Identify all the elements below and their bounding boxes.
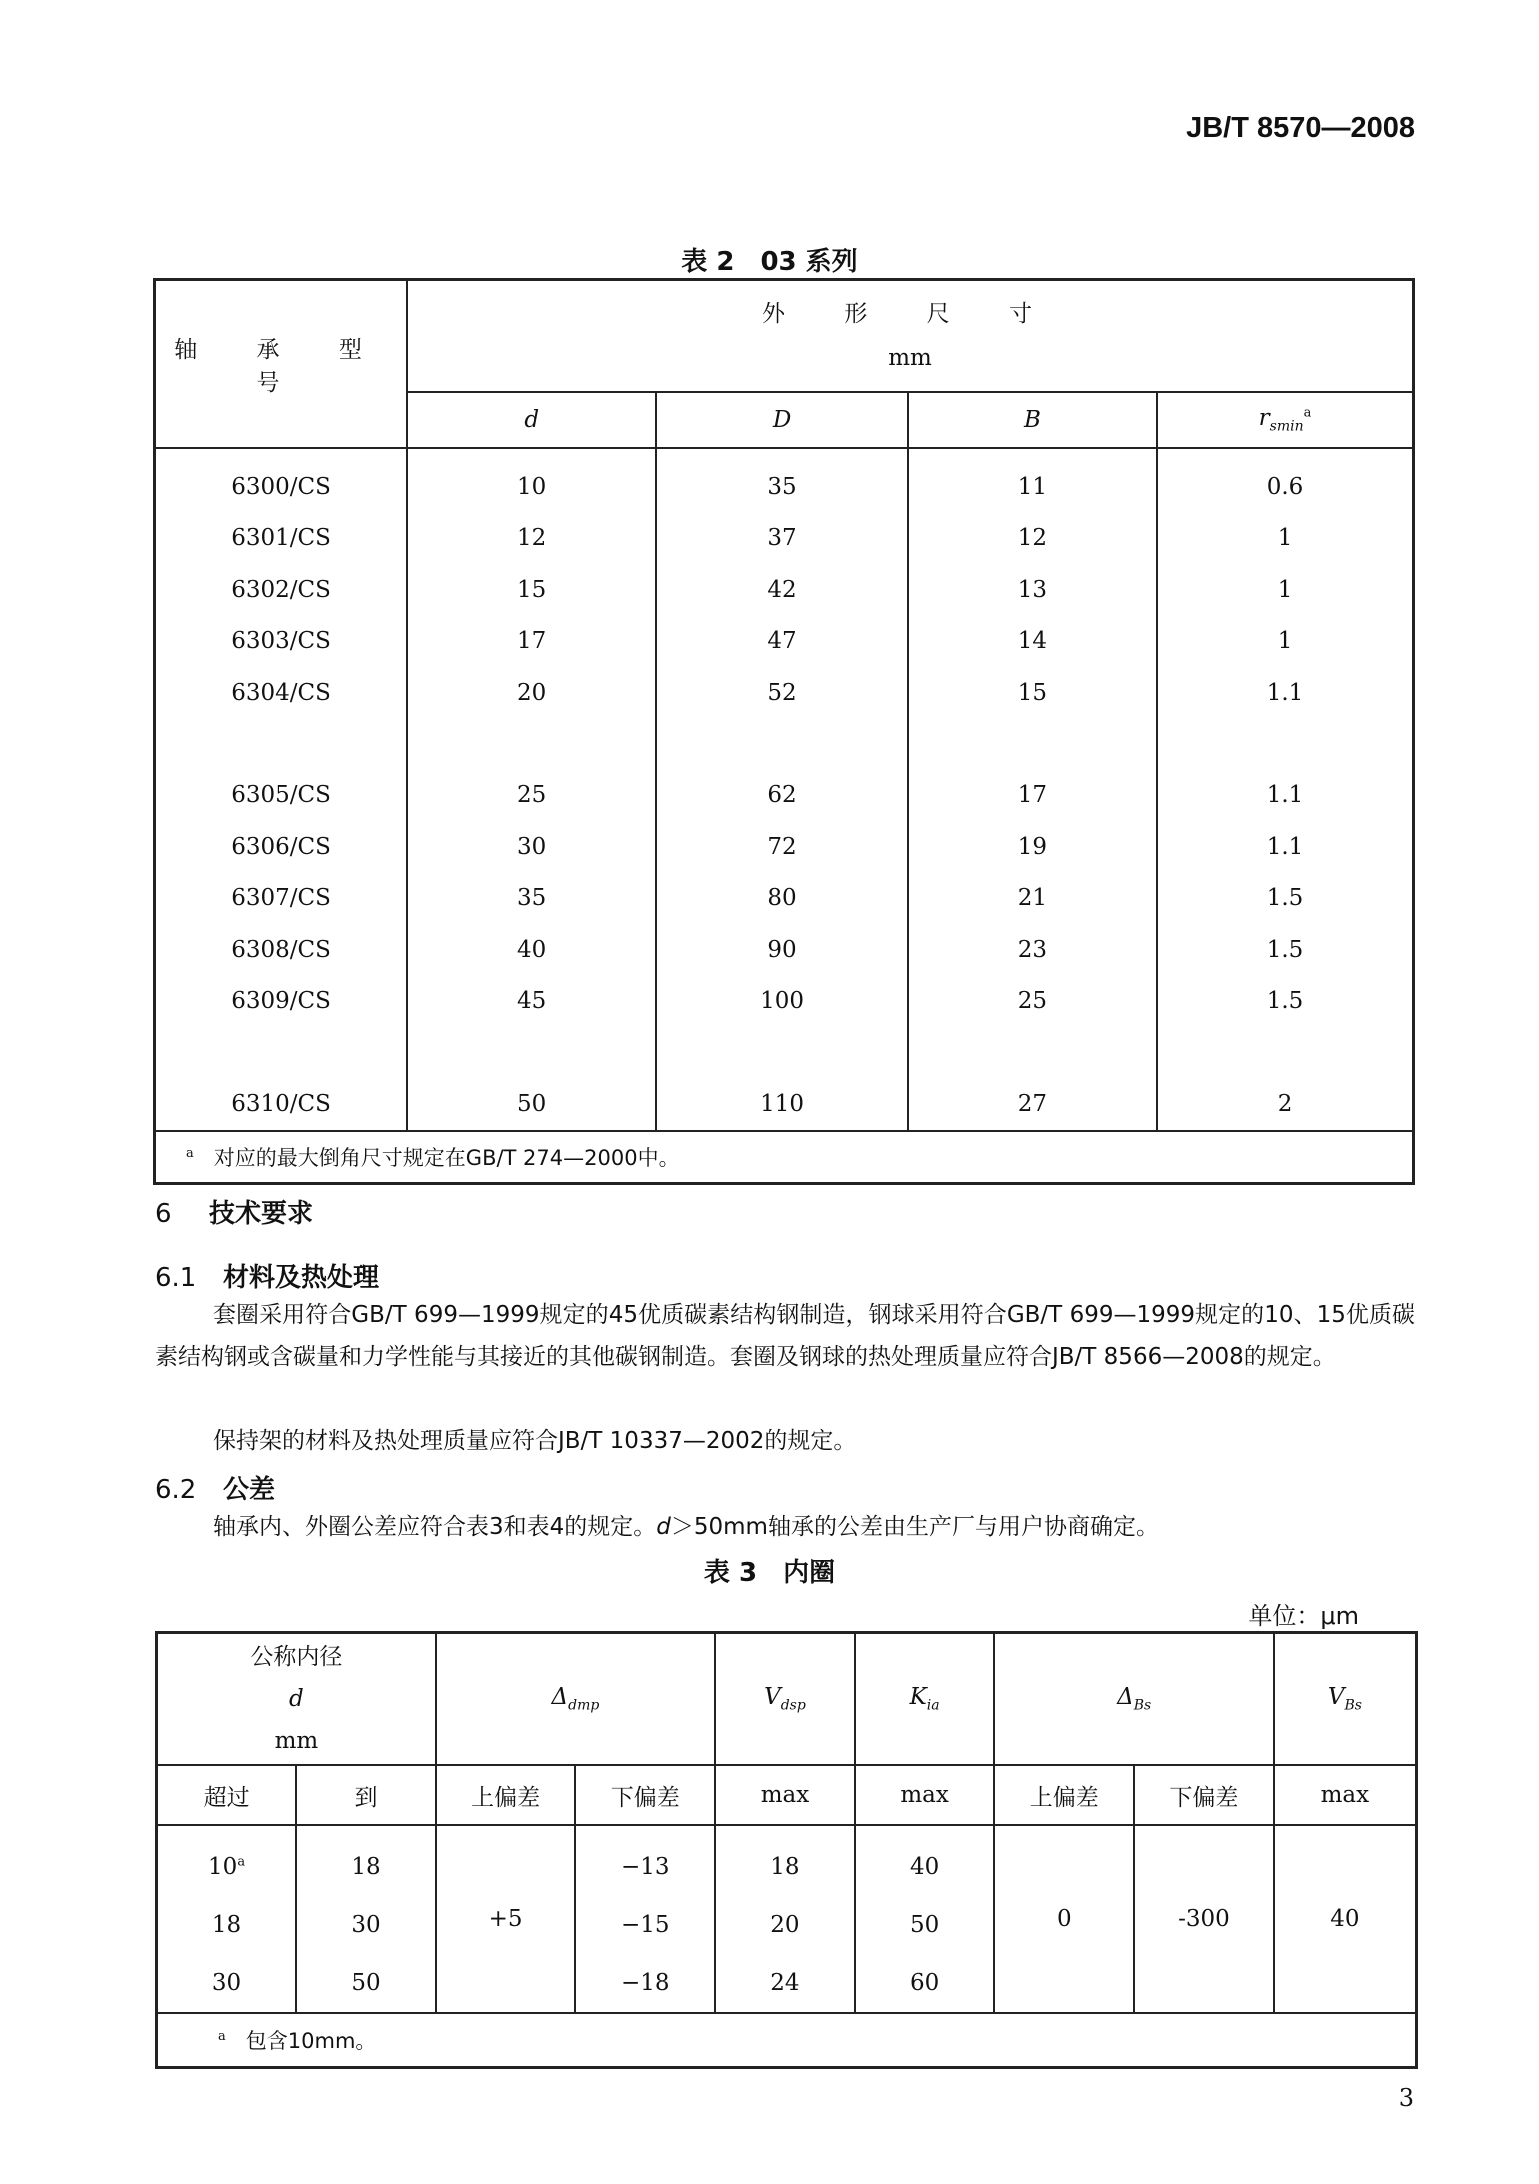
- cell-d: 17: [407, 616, 656, 668]
- cell-D: 35: [656, 448, 907, 513]
- cell-B: 23: [908, 924, 1157, 976]
- cell-B: 27: [908, 1078, 1157, 1131]
- cell-vdsp: 18: [715, 1825, 855, 1896]
- cell-r: 2: [1157, 1078, 1413, 1131]
- header-vbs: $V_{Bs}$: [1274, 1633, 1417, 1766]
- cell-B: 25: [908, 976, 1157, 1028]
- cell-B: 21: [908, 873, 1157, 925]
- cell-r: 1: [1157, 616, 1413, 668]
- cell-B: 11: [908, 448, 1157, 513]
- cell-to: 50: [296, 1954, 436, 2013]
- cell-model: 6307/CS: [155, 873, 408, 925]
- subheader-kia-max: max: [855, 1765, 995, 1825]
- cell-vdsp: 24: [715, 1954, 855, 2013]
- subheader-dmp-upper: 上偏差: [436, 1765, 576, 1825]
- cell-d: 30: [407, 821, 656, 873]
- cell-model: 6310/CS: [155, 1078, 408, 1131]
- cell-B: 17: [908, 770, 1157, 822]
- page-number: 3: [1398, 2084, 1414, 2112]
- subheader-bs-upper: 上偏差: [994, 1765, 1134, 1825]
- cell-dmp-upper: +5: [436, 1825, 576, 2013]
- table-row: [155, 1078, 1414, 1131]
- cell-d: 10: [407, 448, 656, 513]
- table-row: [155, 616, 1414, 668]
- table-row: [155, 770, 1414, 822]
- cell-bs-lower: -300: [1134, 1825, 1274, 2013]
- cell-over: 30: [157, 1954, 297, 2013]
- cell-to: 18: [296, 1825, 436, 1896]
- cell-model: 6301/CS: [155, 513, 408, 565]
- spacer-row: [155, 1027, 1414, 1078]
- cell-d: 25: [407, 770, 656, 822]
- header-kia: $K_{ia}$: [855, 1633, 995, 1766]
- table2-footnote: $^a$ 对应的最大倒角尺寸规定在GB/T 274—2000中。: [155, 1131, 1414, 1184]
- col-r-header: $r_{smin}^a$: [1157, 392, 1413, 448]
- cell-dmp-lower: −18: [575, 1954, 715, 2013]
- cell-model: 6309/CS: [155, 976, 408, 1028]
- cell-r: 1.5: [1157, 976, 1413, 1028]
- table-row: [155, 513, 1414, 565]
- cell-D: 110: [656, 1078, 907, 1131]
- cell-B: 15: [908, 667, 1157, 719]
- section-6-2-paragraph: 轴承内、外圈公差应符合表3和表4的规定。d＞50mm轴承的公差由生产厂与用户协商确定。: [213, 1514, 1159, 1540]
- col-d-header: d: [407, 392, 656, 448]
- standard-id: JB/T 8570—2008: [1186, 112, 1415, 144]
- table3-caption: 表 3 内圈: [703, 1558, 836, 1588]
- table-row: [155, 667, 1414, 719]
- cell-r: 1: [1157, 564, 1413, 616]
- dimension-group-header: 外 形 尺 寸 mm: [407, 280, 1413, 393]
- subheader-dmp-lower: 下偏差: [575, 1765, 715, 1825]
- cell-B: 19: [908, 821, 1157, 873]
- cell-r: 1.5: [1157, 873, 1413, 925]
- table3: [155, 1631, 1418, 2069]
- cell-r: 1.1: [1157, 821, 1413, 873]
- table-row: [155, 976, 1414, 1028]
- cell-r: 1: [1157, 513, 1413, 565]
- cell-D: 47: [656, 616, 907, 668]
- table3-row: [157, 1825, 1417, 1896]
- cell-D: 42: [656, 564, 907, 616]
- section-6-1-paragraph-2: 保持架的材料及热处理质量应符合JB/T 10337—2002的规定。: [213, 1428, 857, 1454]
- cell-r: 1.5: [1157, 924, 1413, 976]
- table-row: [155, 924, 1414, 976]
- cell-dmp-lower: −13: [575, 1825, 715, 1896]
- cell-d: 35: [407, 873, 656, 925]
- cell-d: 45: [407, 976, 656, 1028]
- cell-to: 30: [296, 1896, 436, 1954]
- header-nominal-diameter: 公称内径 d mm: [157, 1633, 436, 1766]
- cell-D: 100: [656, 976, 907, 1028]
- table-row: [155, 564, 1414, 616]
- cell-model: 6302/CS: [155, 564, 408, 616]
- table-row: [155, 821, 1414, 873]
- cell-d: 40: [407, 924, 656, 976]
- table-row: [155, 448, 1414, 513]
- cell-d: 15: [407, 564, 656, 616]
- cell-model: 6306/CS: [155, 821, 408, 873]
- cell-r: 1.1: [1157, 667, 1413, 719]
- cell-r: 0.6: [1157, 448, 1413, 513]
- table2: [153, 278, 1415, 1185]
- cell-D: 80: [656, 873, 907, 925]
- subheader-to: 到: [296, 1765, 436, 1825]
- section-6-1-paragraph-1: 套圈采用符合GB/T 699—1999规定的45优质碳素结构钢制造，钢球采用符合GB/T 699—1999规定的10、15优质碳素结构钢或含碳量和力学性能与其接近的其他碳钢制造。套圈及钢球的热处理质量应符合JB/T 8566—2008的规定。: [155, 1302, 1415, 1370]
- cell-d: 50: [407, 1078, 656, 1131]
- cell-over: 18: [157, 1896, 297, 1954]
- table2-caption: 表 2 03 系列: [681, 247, 858, 277]
- cell-D: 90: [656, 924, 907, 976]
- cell-kia: 40: [855, 1825, 995, 1896]
- subheader-vbs-max: max: [1274, 1765, 1417, 1825]
- cell-model: 6300/CS: [155, 448, 408, 513]
- cell-d: 20: [407, 667, 656, 719]
- cell-kia: 50: [855, 1896, 995, 1954]
- table3-unit: 单位：μm: [1248, 1602, 1359, 1630]
- section-6-heading: 6 技术要求: [155, 1199, 314, 1229]
- cell-dmp-lower: −15: [575, 1896, 715, 1954]
- subheader-vdsp-max: max: [715, 1765, 855, 1825]
- cell-kia: 60: [855, 1954, 995, 2013]
- cell-model: 6308/CS: [155, 924, 408, 976]
- cell-bs-upper: 0: [994, 1825, 1134, 2013]
- cell-D: 52: [656, 667, 907, 719]
- table-row: [155, 873, 1414, 925]
- cell-model: 6303/CS: [155, 616, 408, 668]
- cell-model: 6305/CS: [155, 770, 408, 822]
- cell-D: 62: [656, 770, 907, 822]
- col-model-header: 轴 承 型 号: [155, 280, 408, 449]
- header-delta-bs: $\Delta_{Bs}$: [994, 1633, 1273, 1766]
- section-6-2-heading: 6.2 公差: [155, 1475, 276, 1505]
- cell-vbs: 40: [1274, 1825, 1417, 2013]
- cell-over: 10$^a$: [157, 1825, 297, 1896]
- cell-B: 12: [908, 513, 1157, 565]
- cell-D: 37: [656, 513, 907, 565]
- subheader-over: 超过: [157, 1765, 297, 1825]
- cell-B: 14: [908, 616, 1157, 668]
- header-vdsp: $V_{dsp}$: [715, 1633, 855, 1766]
- col-B-header: B: [908, 392, 1157, 448]
- cell-D: 72: [656, 821, 907, 873]
- spacer-row: [155, 719, 1414, 770]
- cell-d: 12: [407, 513, 656, 565]
- section-6-1-heading: 6.1 材料及热处理: [155, 1263, 380, 1293]
- cell-vdsp: 20: [715, 1896, 855, 1954]
- cell-B: 13: [908, 564, 1157, 616]
- col-D-header: D: [656, 392, 907, 448]
- header-delta-dmp: $\Delta_{dmp}$: [436, 1633, 715, 1766]
- cell-r: 1.1: [1157, 770, 1413, 822]
- subheader-bs-lower: 下偏差: [1134, 1765, 1274, 1825]
- cell-model: 6304/CS: [155, 667, 408, 719]
- table3-footnote: $^a$ 包含10mm。: [157, 2013, 1417, 2068]
